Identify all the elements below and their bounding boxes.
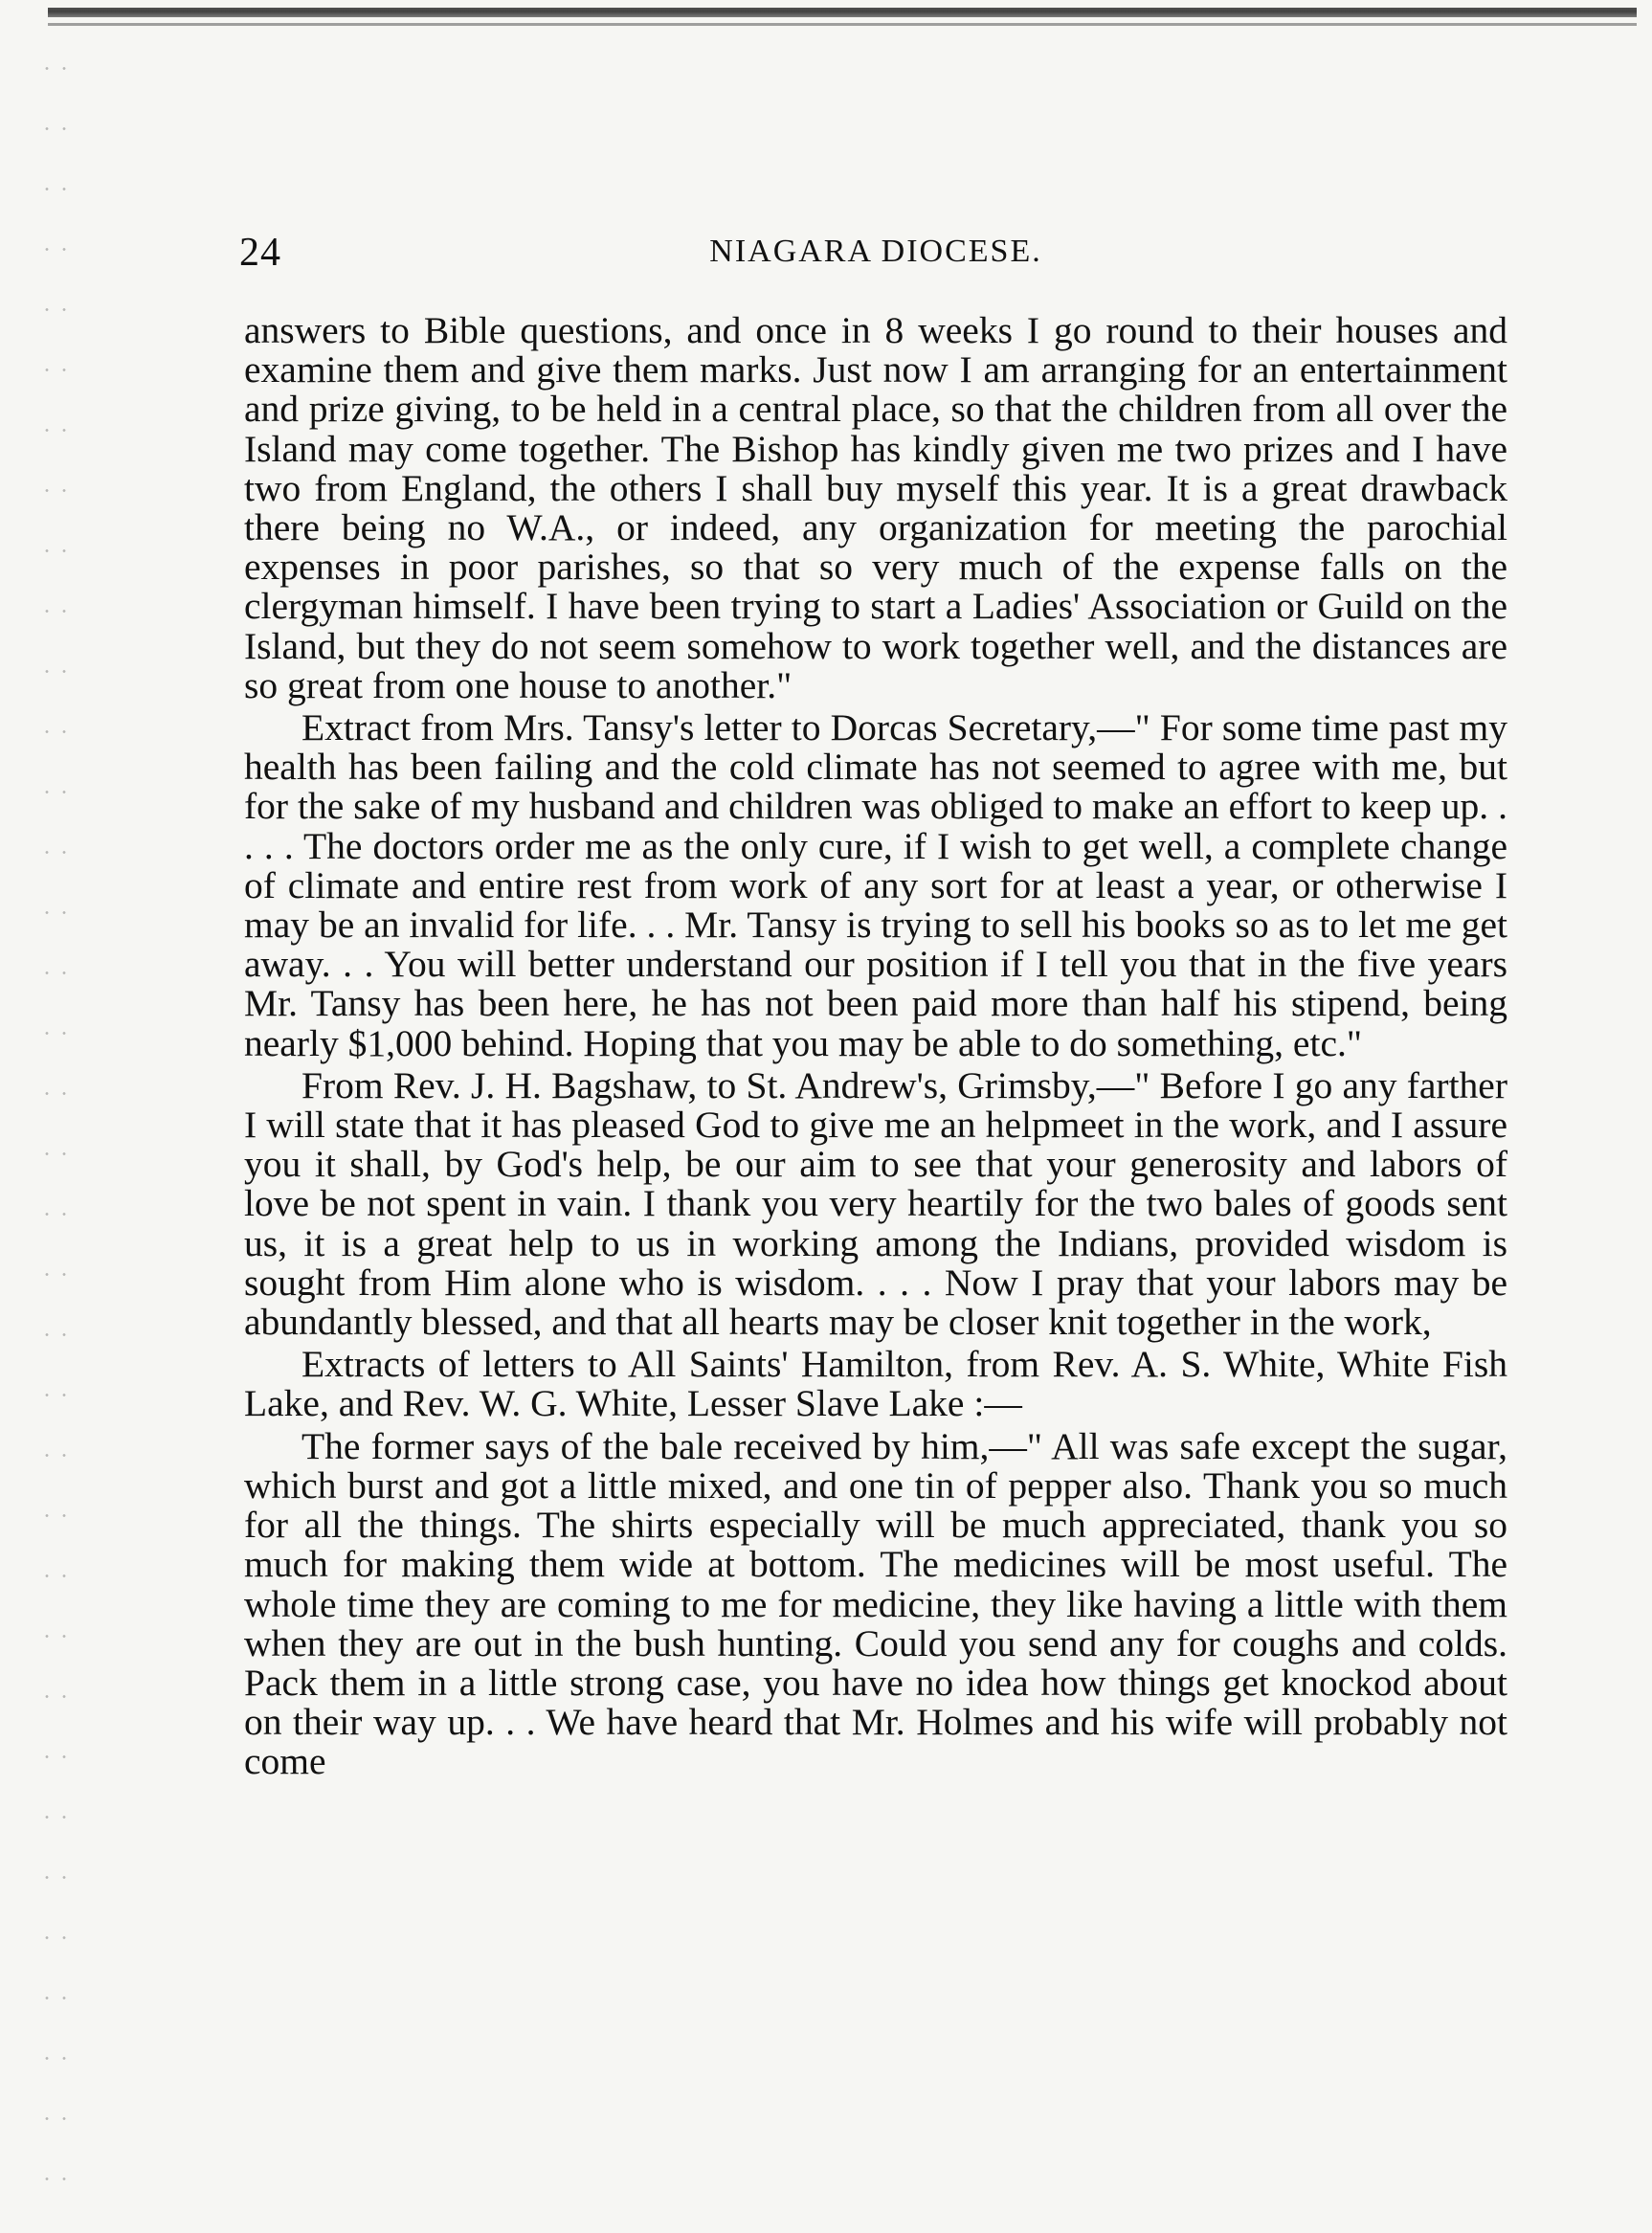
paragraph-extracts-intro: Extracts of letters to All Saints' Hamilton, from Rev. A. S. White, White Fish Lake, and Rev. W. G. White, Lesser Slave Lake :—	[244, 1343, 1507, 1425]
paragraph-bagshaw-letter: From Rev. J. H. Bagshaw, to St. Andrew's, Grimsby,—" Before I go any farther I will state that it has pleased God to give me an helpmeet in the work, and I assure you it shall, by God's help, be our aim to see that your generosity and labors of love be not spent in vain. I thank you very heartily for the two bales of goods sent us, it is a great help to us in working among the Indians, provided wisdom is sought from Him alone who is wisdom. . . . Now I pray that your labors may be abundantly blessed, and that all hearts may be closer knit together in the work,	[244, 1063, 1507, 1344]
body-text	[244, 311, 1507, 1785]
gutter-specks	[38, 38, 77, 2192]
page-number: 24	[239, 231, 281, 275]
running-head: NIAGARA DIOCESE.	[709, 234, 1042, 269]
top-edge-rule-thin	[48, 23, 1637, 26]
paragraph-bale-report: The former says of the bale received by him,—" All was safe except the sugar, which burst and got a little mixed, and one tin of pepper also. Thank you so much for all the things. The shirts especially will be much appreciated, thank you so much for making them wide at bottom. The medicines will be most useful. The whole time they are coming to me for medicine, they like having a little with them when they are out in the bush hunting. Could you send any for coughs and colds. Pack them in a little strong case, you have no idea how things get knockod about on their way up. . . We have heard that Mr. Holmes and his wife will probably not come	[244, 1424, 1507, 1783]
top-edge-rule	[48, 8, 1637, 17]
page-header	[239, 230, 1512, 287]
paragraph-continuation: answers to Bible questions, and once in 8 weeks I go round to their houses and examine them and give them marks. Just now I am arranging for an entertainment and prize giving, to be held in a central place, so that the children from all over the Island may come together. The Bishop has kindly given me two prizes and I have two from England, the others I shall buy myself this year. It is a great drawback there being no W.A., or indeed, any organization for meeting the parochial expenses in poor parishes, so that so very much of the expense falls on the clergyman himself. I have been trying to start a Ladies' Association or Guild on the Island, but they do not seem somehow to work together well, and the distances are so great from one house to another."	[244, 309, 1507, 706]
paragraph-tansy-letter: Extract from Mrs. Tansy's letter to Dorcas Secretary,—" For some time past my health has been failing and the cold climate has not seemed to agree with me, but for the sake of my husband and children was obliged to make an effort to keep up. . . . . The doctors order me as the only cure, if I wish to get well, a complete change of climate and entire rest from work of any sort for at least a year, or otherwise I may be an invalid for life. . . Mr. Tansy is trying to sell his books so as to let me get away. . . You will better understand our position if I tell you that in the five years Mr. Tansy has been here, he has not been paid more than half his stipend, being nearly $1,000 behind. Hoping that you may be able to do something, etc."	[244, 706, 1507, 1064]
